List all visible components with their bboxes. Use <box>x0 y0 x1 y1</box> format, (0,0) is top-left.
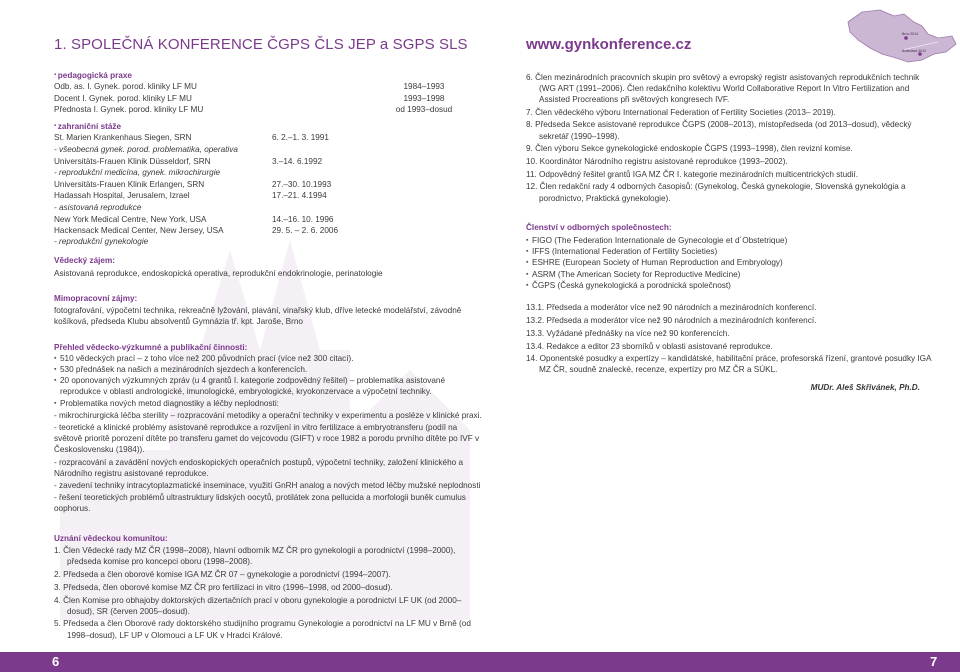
overview-dashes <box>54 410 484 515</box>
footer-bar <box>0 652 960 672</box>
stay-date: 14.–16. 10. 1996 <box>272 214 334 224</box>
role-item: 6. Člen mezinárodních pracovních skupin pro světový a evropský registr asistovaných reprodukčních technik (WG ART (1991–2006). Člen redakčního kolektivu World Collaborative Report In Vitro Fertilization and Assisted Procreations při světových kongresech IVF. <box>526 72 920 104</box>
interest-heading: Vědecký zájem: <box>54 256 115 266</box>
activity-item: 13.1. Předseda a moderátor více než 90 národních a mezinárodních konferencí. <box>526 303 817 313</box>
membership-heading: Členství v odborných společnostech: <box>526 222 672 232</box>
recognition-item: 3. Předseda, člen oborové komise MZ ČR pro fertilizaci in vitro (1996–1998, od 2000–dosud). <box>54 582 393 592</box>
membership-item: ▪ ESHRE (European Society of Human Reproduction and Embryology) <box>526 257 936 268</box>
role-item: 10. Koordinátor Národního registru asistované reprodukce (1993–2002). <box>526 156 788 166</box>
teaching-heading: ▪ pedagogická praxe <box>54 70 484 81</box>
stay-date: 29. 5. – 2. 6. 2006 <box>272 226 339 236</box>
role-item: 11. Odpovědný řešitel grantů IGA MZ ČR I. kategorie mezinárodních multicentrických studií. <box>526 169 859 179</box>
overview-bullet: ▪ 510 vědeckých prací – z toho více než 200 původních prací (více než 300 citací). <box>54 353 484 364</box>
teaching-row <box>54 93 484 104</box>
recognition-item: 1. Člen Vědecké rady MZ ČR (1998–2008), hlavní odborník MZ ČR pro gynekologii a porodnictví (1998–2000), předseda komise pro koncepci oboru (1998–2008). <box>54 546 456 567</box>
teaching-period: od 1993–dosud <box>395 104 453 114</box>
stay-row <box>54 132 484 143</box>
activity-item: 14. Oponentské posudky a expertízy – kandidátské, habilitační práce, profesorská řízení, grantové posudky IGA MZ ČR, soudně znalecké, recenze, expertízy pro MZ ČR a SÚKL. <box>526 354 932 375</box>
teaching-position: Docent I. Gynek. porod. kliniky LF MU <box>54 93 192 103</box>
page-number-left: 6 <box>52 654 60 669</box>
stay-institution: Universitäts-Frauen Klinik Düsseldorf, SRN <box>54 156 211 166</box>
overview-subitem: - zavedení techniky intracytoplazmatické inseminace, využití GnRH analog a nových metod léčby mužské neplodnosti <box>54 480 481 490</box>
role-item: 9. Člen výboru Sekce gynekologické endoskopie ČGPS (1993–1998), člen revizní komise. <box>526 144 853 154</box>
activity-item: 13.4. Redakce a editor 23 sborníků v oblasti asistované reprodukce. <box>526 341 773 351</box>
overview-subitem: - rozpracování a zavádění nových endoskopických operačních postupů, výpočetní techniky, založení klinického a Národního registru asistované reprodukce. <box>54 457 464 478</box>
membership-list <box>526 235 936 291</box>
membership-item: ▪ ASRM (The American Society for Reproductive Medicine) <box>526 269 936 280</box>
stays-list <box>54 132 484 247</box>
recognition-item: 4. Člen Komise pro obhajoby doktorských dizertačních prací v oboru gynekologie a porodnictví LF UK (od 2000–dosud), SR (červen 2005–dosud). <box>54 595 462 616</box>
activities-list <box>526 302 936 375</box>
activity-item: 13.2. Předseda a moderátor více než 90 národních a mezinárodních konferencí. <box>526 316 817 326</box>
overview-bullet: ▪ 20 oponovaných výzkumných zpráv (u 4 grantů I. kategorie zodpovědný řešitel) – problematika asistované reprodukce v oblasti andrologické, imunologické, embryologické, kryokonzervace a výpočetní techniky. <box>54 375 484 397</box>
stay-row <box>54 156 484 167</box>
activity-item: 13.3. Vyžádané přednášky na více než 90 konferencích. <box>526 328 730 338</box>
stay-row <box>54 214 484 225</box>
membership-item: ▪ ČGPS (Česká gynekologická a porodnická společnost) <box>526 280 936 291</box>
interest-text: Asistovaná reprodukce, endoskopická operativa, reprodukční endokrinologie, perinatologie <box>54 268 383 278</box>
recognition-heading: Uznání vědeckou komunitou: <box>54 533 168 543</box>
recognition-list <box>54 545 484 641</box>
overview-bullet: ▪ Problematika nových metod diagnostiky a léčby neplodnosti: <box>54 398 484 409</box>
stay-date: 17.–21. 4.1994 <box>272 191 327 201</box>
stay-focus: - reprodukční medicína, gynek. mikrochirurgie <box>54 168 221 178</box>
recognition-item: 2. Předseda a člen oborové komise IGA MZ ČR 07 – gynekologie a porodnictví (1994–2007). <box>54 570 391 580</box>
role-item: 8. Předseda Sekce asistované reprodukce ČGPS (2008–2013), místopředseda (od 2013–dosud), vědecký sekretář (1990–1998). <box>526 120 912 141</box>
stay-institution: Hackensack Medical Center, New Jersey, USA <box>54 226 224 236</box>
stay-row <box>54 225 484 236</box>
stay-focus: - asistovaná reprodukce <box>54 202 142 212</box>
teaching-position: Přednosta I. Gynek. porod. kliniky LF MU <box>54 104 204 114</box>
conference-url-link[interactable]: www.gynkonference.cz <box>526 36 692 53</box>
stay-institution: St. Marien Krankenhaus Siegen, SRN <box>54 133 192 143</box>
stay-institution: Universitäts-Frauen Klinik Erlangen, SRN <box>54 180 205 190</box>
teaching-position: Odb. as. I. Gynek. porod. kliniky LF MU <box>54 82 197 92</box>
map-graphic <box>842 4 958 68</box>
stays-heading: ▪ zahraniční stáže <box>54 121 484 132</box>
overview-subitem: - řešení teoretických problémů ultrastruktury lidských oocytů, protilátek zona pellucida a morfologii buněk cumulus oophorus. <box>54 493 466 514</box>
stay-row <box>54 190 484 201</box>
overview-bullets <box>54 353 484 409</box>
overview-subitem: - teoretické a klinické problémy asistované reprodukce a rozvíjení in vitro fertilizace a embryotransferu (podíl na světově prioritě porození dítěte po transferu gamet do vejcovodu (GIFT) v roce 1982 a porodu prvního dítěte po IVF v Československu (1984)). <box>54 422 480 455</box>
hobby-heading: Mimopracovní zájmy: <box>54 293 138 303</box>
right-column <box>526 70 936 393</box>
stay-focus: - všeobecná gynek. porod. problematika, operativa <box>54 144 238 154</box>
membership-item: ▪ IFFS (International Federation of Fertility Societies) <box>526 246 936 257</box>
overview-bullet: ▪ 530 přednášek na našich a mezinárodních sjezdech a konferencích. <box>54 364 484 375</box>
page-number-right: 7 <box>930 654 938 669</box>
stay-date: 3.–14. 6.1992 <box>272 156 323 166</box>
overview-subitem: - mikrochirurgická léčba sterility – rozpracování metodiky a operační techniky v experimentu a posléze v klinické praxi. <box>54 410 482 420</box>
left-column <box>54 70 484 641</box>
stay-date: 6. 2.–1. 3. 1991 <box>272 133 329 143</box>
role-item: 12. Člen redakční rady 4 odborných časopisů: (Gynekolog, Česká gynekologie, Slovenská gynekológia a porodnictvo, Praktická gynekologie). <box>526 182 906 203</box>
teaching-row <box>54 81 484 92</box>
hobby-text: fotografování, výpočetní technika, rekreačně lyžování, plavání, vinařský klub, dříve letecké modelářství, závodně košíková, předseda Klubu absolventů Gymnázia tř. kpt. Jaroše, Brno <box>54 306 462 327</box>
stay-focus: - reprodukční gynekologie <box>54 237 149 247</box>
overview-heading: Přehled vědecko-výzkumné a publikační činnosti: <box>54 342 248 352</box>
author-signature: MUDr. Aleš Skřivánek, Ph.D. <box>810 382 920 392</box>
recognition-item: 5. Předseda a člen Oborové rady doktorského studijního programu Gynekologie a porodnictví na LF MU v Brně (od 1998–dosud), LF UP v Olomouci a LF UK v Hradci Králové. <box>54 619 471 640</box>
stay-date: 27.–30. 10.1993 <box>272 180 332 190</box>
membership-item: ▪ FIGO (The Federation Internationale de Gynecologie et d´Obstetrique) <box>526 235 936 246</box>
map-label-bratislava: Bratislava 2012 <box>902 49 927 53</box>
teaching-period: 1984–1993 <box>403 82 445 92</box>
teaching-row <box>54 104 484 115</box>
role-item: 7. Člen vědeckého výboru International Federation of Fertility Societies (2013– 2019). <box>526 107 836 117</box>
stay-row <box>54 179 484 190</box>
stay-institution: New York Medical Centre, New York, USA <box>54 214 207 224</box>
page-title: 1. SPOLEČNÁ KONFERENCE ČGPS ČLS JEP a SGPS SLS <box>54 36 468 53</box>
stay-institution: Hadassah Hospital, Jerusalem, Izrael <box>54 191 190 201</box>
brno-marker <box>904 36 908 40</box>
roles-list <box>526 72 936 204</box>
map-label-brno: Brno 2014 <box>902 32 919 36</box>
teaching-list <box>54 81 484 115</box>
teaching-period: 1993–1998 <box>403 93 445 103</box>
